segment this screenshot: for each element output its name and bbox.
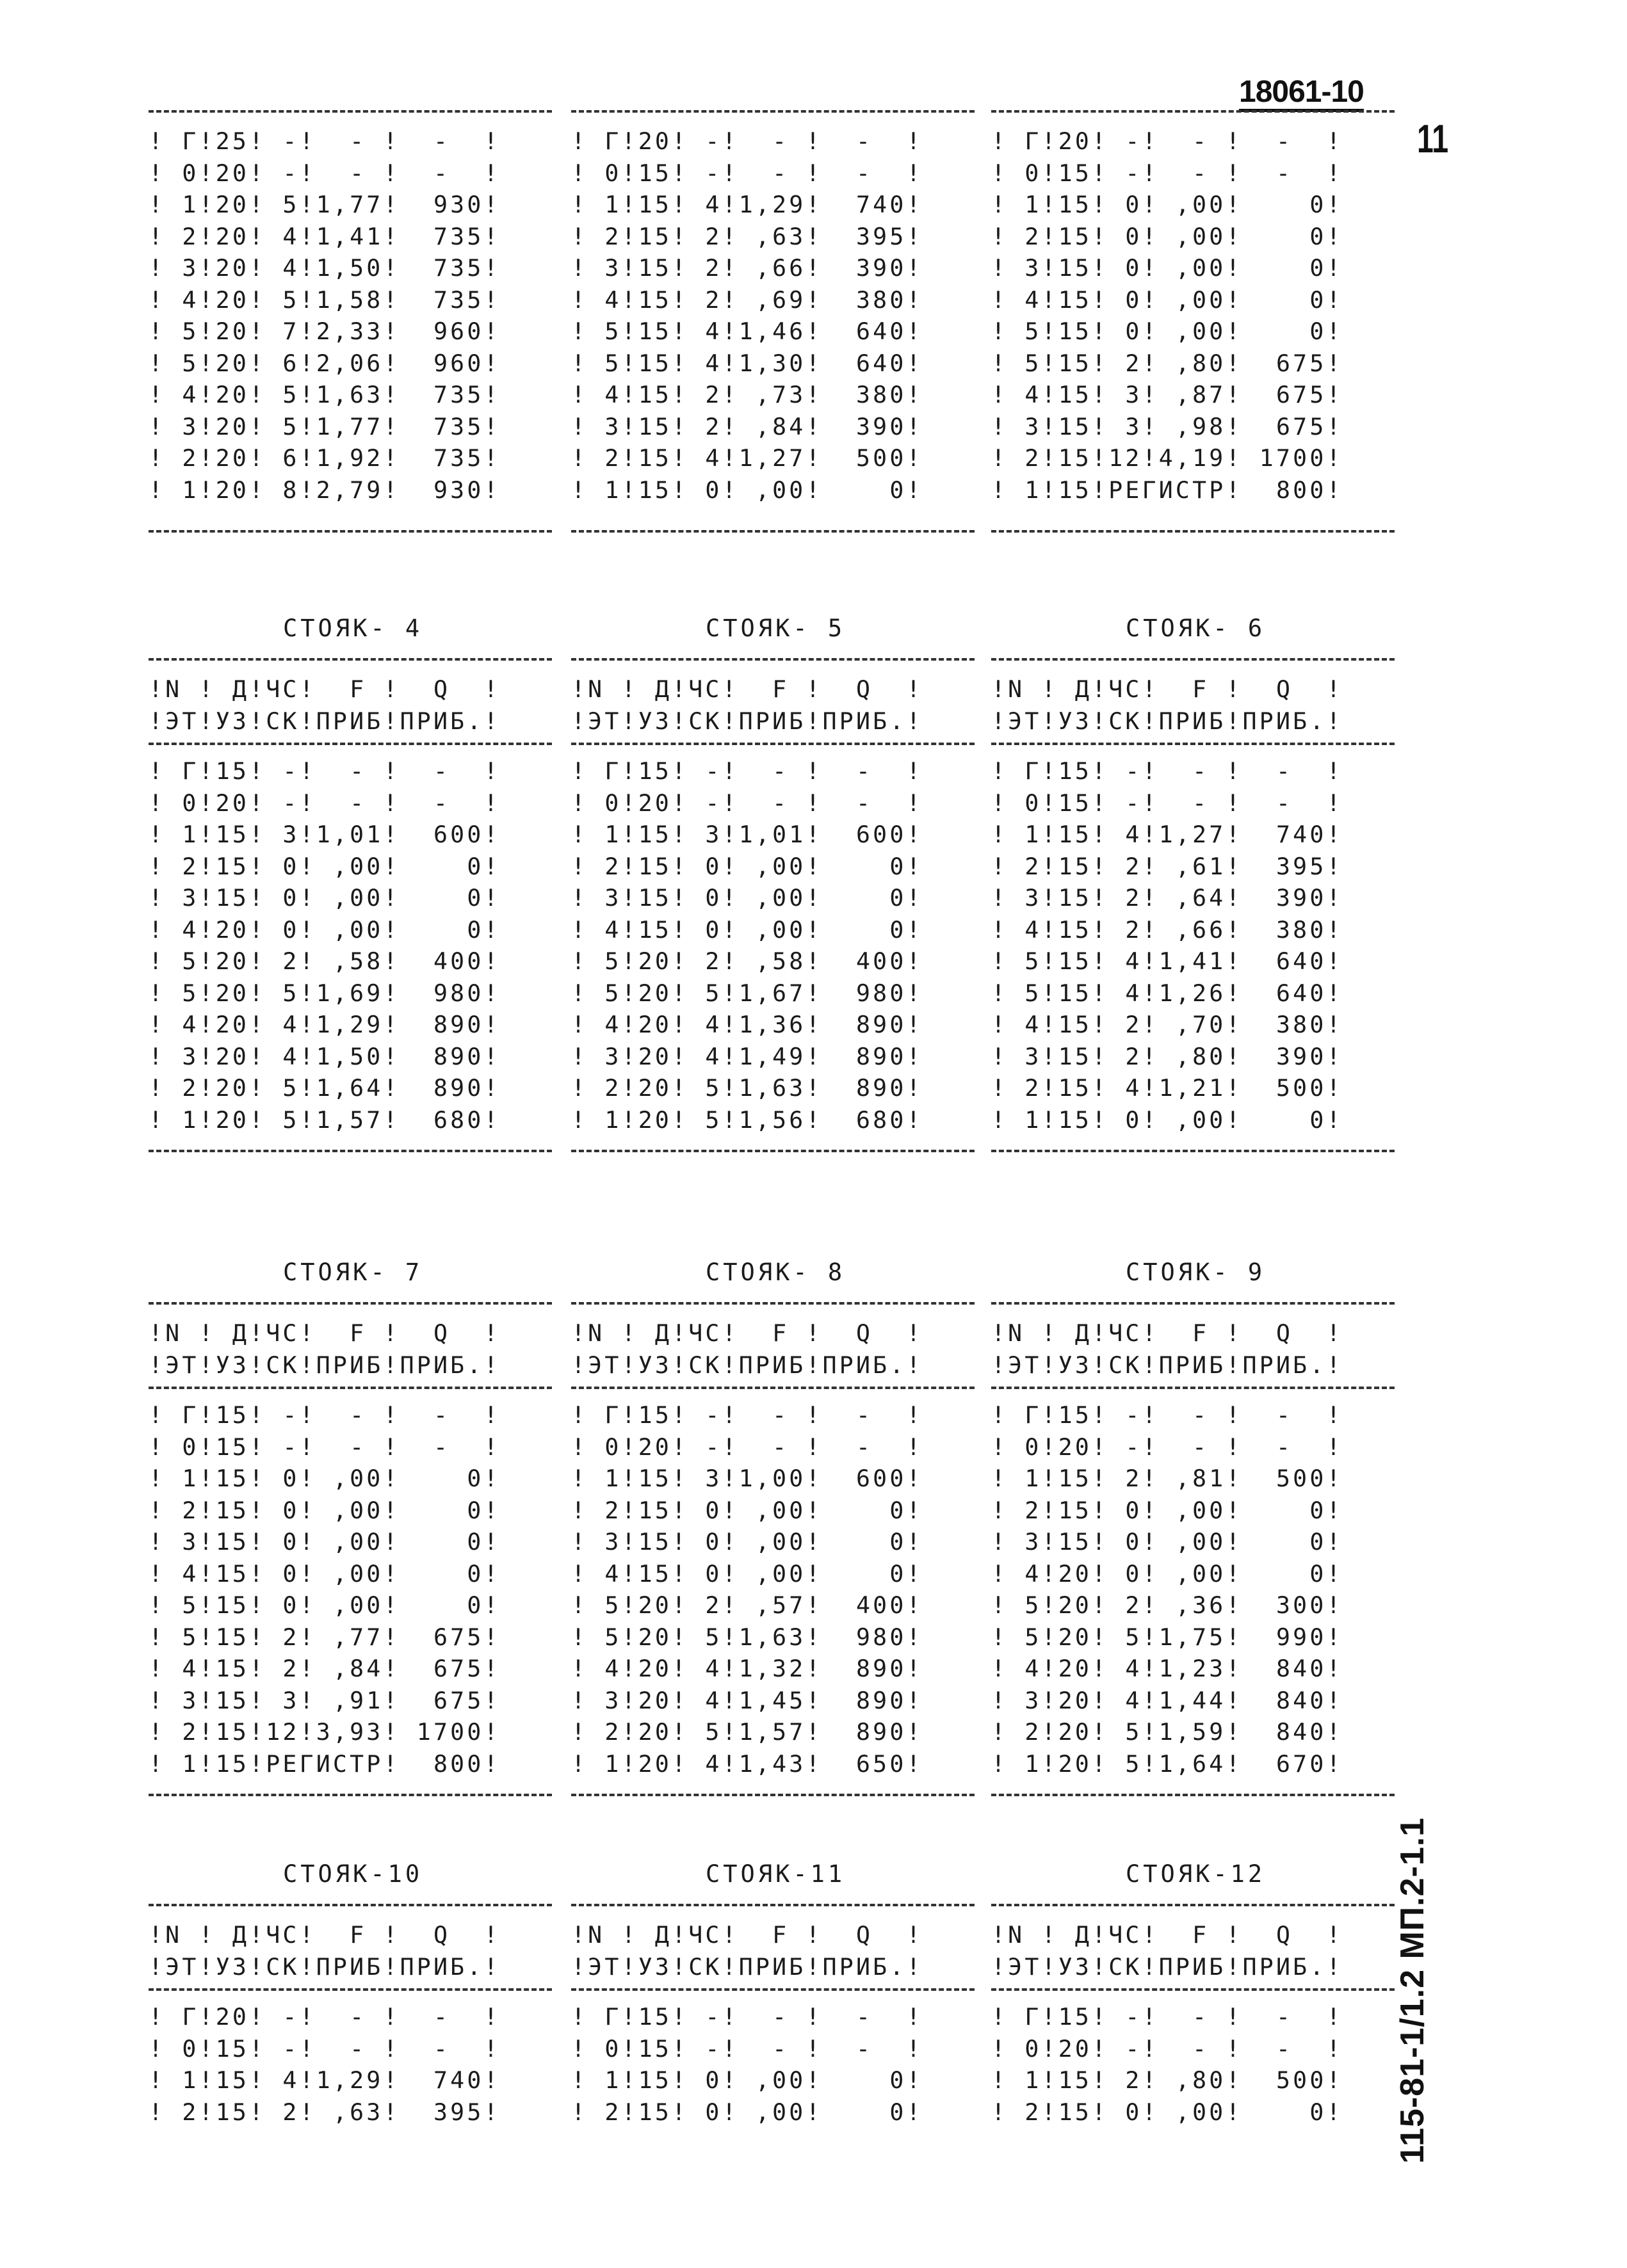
- table-row: ! 2!20! 5!1,57! 890!: [571, 1718, 923, 1746]
- table-row: ! 2!15! 0! ,00! 0!: [149, 1496, 501, 1524]
- table-row: ! 1!15! 0! ,00! 0!: [991, 1106, 1343, 1134]
- table-column-header: [149, 1919, 501, 1982]
- table-row: ! 1!15! 4!1,27! 740!: [991, 821, 1343, 848]
- table-row: ! 5!15! 0! ,00! 0!: [991, 318, 1343, 345]
- table-row: ! 0!20! -! - ! - !: [149, 789, 501, 817]
- table-row: ! Г!20! -! - ! - !: [991, 127, 1343, 155]
- table-row: ! 1!15! 3!1,01! 600!: [149, 821, 501, 848]
- table-header-bottom-rule: [991, 743, 1395, 745]
- table-row: ! 1!20! 5!1,64! 670!: [991, 1749, 1343, 1778]
- table-row: ! 2!15! 0! ,00! 0!: [571, 1496, 923, 1524]
- table-row: !N ! Д!ЧС! F ! Q !: [991, 1921, 1343, 1949]
- table-row: ! 1!15! 4!1,29! 740!: [149, 2066, 501, 2094]
- table-body: [149, 2001, 501, 2128]
- table-row: ! 5!15! 2! ,80! 675!: [991, 349, 1343, 377]
- table-row: !N ! Д!ЧС! F ! Q !: [571, 1319, 923, 1347]
- table-row: !N ! Д!ЧС! F ! Q !: [571, 1921, 923, 1949]
- table-row: !N ! Д!ЧС! F ! Q !: [149, 675, 501, 703]
- table-row: ! 5!20! 5!1,67! 980!: [571, 979, 923, 1007]
- table-header-bottom-rule: [571, 1387, 975, 1389]
- table-row: ! 2!15! 0! ,00! 0!: [571, 852, 923, 880]
- table-row: ! 1!15! 3!1,00! 600!: [571, 1465, 923, 1492]
- table-row: ! 1!15!РЕГИСТР! 800!: [149, 1749, 501, 1778]
- table-row: !ЭТ!УЗ!СК!ПРИБ!ПРИБ.!: [571, 1952, 923, 1981]
- table-row: ! 2!15! 0! ,00! 0!: [571, 2098, 923, 2126]
- table-row: ! 3!20! 5!1,77! 735!: [149, 412, 501, 440]
- table-row: ! 1!15! 2! ,81! 500!: [991, 1465, 1343, 1492]
- table-header-bottom-rule: [149, 1387, 552, 1389]
- table-header-bottom-rule: [149, 743, 552, 745]
- table-row: ! 5!20! 2! ,58! 400!: [571, 947, 923, 975]
- table-title: СТОЯК- 4: [283, 615, 423, 642]
- table-top-rule: [991, 110, 1395, 113]
- table-row: ! 3!15! 3! ,91! 675!: [149, 1686, 501, 1714]
- table-row: ! 5!20! 6!2,06! 960!: [149, 349, 501, 377]
- table-row: ! 4!20! 0! ,00! 0!: [149, 915, 501, 944]
- table-body: [149, 1399, 501, 1780]
- table-title: СТОЯК- 5: [706, 615, 846, 642]
- table-row: !ЭТ!УЗ!СК!ПРИБ!ПРИБ.!: [149, 707, 501, 735]
- table-row: ! 3!15! 0! ,00! 0!: [991, 254, 1343, 282]
- table-bottom-rule: [571, 530, 975, 533]
- table-row: ! 5!20! 5!1,69! 980!: [149, 979, 501, 1007]
- table-row: ! 5!20! 2! ,58! 400!: [149, 947, 501, 975]
- table-row: !N ! Д!ЧС! F ! Q !: [149, 1921, 501, 1949]
- table-row: ! 2!20! 6!1,92! 735!: [149, 444, 501, 472]
- table-row: ! 3!20! 4!1,45! 890!: [571, 1686, 923, 1714]
- table-column-header: [149, 673, 501, 737]
- table-row: ! 4!15! 2! ,66! 380!: [991, 915, 1343, 944]
- table-bottom-rule: [571, 1794, 975, 1796]
- table-row: ! 1!20! 5!1,77! 930!: [149, 191, 501, 218]
- table-row: ! 2!15! 0! ,00! 0!: [991, 222, 1343, 250]
- table-row: ! 5!20! 5!1,75! 990!: [991, 1623, 1343, 1651]
- table-row: ! 2!15! 4!1,21! 500!: [991, 1074, 1343, 1102]
- table-header-top-rule: [991, 1904, 1395, 1906]
- table-row: !ЭТ!УЗ!СК!ПРИБ!ПРИБ.!: [571, 707, 923, 735]
- table-row: ! 2!15! 4!1,27! 500!: [571, 444, 923, 472]
- table-bottom-rule: [149, 530, 552, 533]
- table-column-header: [571, 1317, 923, 1381]
- table-row: ! 5!15! 4!1,46! 640!: [571, 318, 923, 345]
- table-row: ! 2!20! 5!1,63! 890!: [571, 1074, 923, 1102]
- table-row: ! 2!15! 2! ,61! 395!: [991, 852, 1343, 880]
- table-row: ! 3!15! 3! ,98! 675!: [991, 412, 1343, 440]
- table-header-top-rule: [149, 1302, 552, 1305]
- table-column-header: [991, 1317, 1343, 1381]
- table-row: ! 3!15! 2! ,64! 390!: [991, 884, 1343, 912]
- table-title: СТОЯК- 8: [706, 1259, 846, 1286]
- table-row: ! Г!25! -! - ! - !: [149, 127, 501, 155]
- table-row: ! 5!20! 5!1,63! 980!: [571, 1623, 923, 1651]
- table-row: ! Г!20! -! - ! - !: [149, 2003, 501, 2031]
- table-row: ! 1!15! 3!1,01! 600!: [571, 821, 923, 848]
- table-row: ! 1!15! 0! ,00! 0!: [149, 1465, 501, 1492]
- table-row: ! 5!15! 4!1,26! 640!: [991, 979, 1343, 1007]
- table-bottom-rule: [991, 1794, 1395, 1796]
- table-row: !N ! Д!ЧС! F ! Q !: [991, 675, 1343, 703]
- table-header-top-rule: [149, 658, 552, 661]
- table-row: ! 3!15! 2! ,84! 390!: [571, 412, 923, 440]
- table-body: [571, 755, 923, 1136]
- table-row: ! Г!20! -! - ! - !: [571, 127, 923, 155]
- table-row: ! 1!15!РЕГИСТР! 800!: [991, 476, 1343, 504]
- table-row: ! 5!15! 0! ,00! 0!: [149, 1591, 501, 1619]
- table-row: ! 0!15! -! - ! - !: [149, 2034, 501, 2063]
- table-header-bottom-rule: [571, 1988, 975, 1991]
- table-row: ! Г!15! -! - ! - !: [149, 1401, 501, 1429]
- table-body: [991, 125, 1343, 506]
- table-row: ! Г!15! -! - ! - !: [571, 757, 923, 785]
- table-row: ! Г!15! -! - ! - !: [571, 2003, 923, 2031]
- table-header-bottom-rule: [571, 743, 975, 745]
- table-row: ! 1!15! 0! ,00! 0!: [571, 476, 923, 504]
- table-bottom-rule: [991, 530, 1395, 533]
- table-row: ! 3!20! 4!1,50! 735!: [149, 254, 501, 282]
- table-row: !ЭТ!УЗ!СК!ПРИБ!ПРИБ.!: [149, 1351, 501, 1379]
- table-row: !N ! Д!ЧС! F ! Q !: [991, 1319, 1343, 1347]
- table-row: ! 4!20! 4!1,23! 840!: [991, 1655, 1343, 1682]
- table-row: ! Г!15! -! - ! - !: [991, 1401, 1343, 1429]
- table-row: !ЭТ!УЗ!СК!ПРИБ!ПРИБ.!: [149, 1952, 501, 1981]
- table-row: ! 1!15! 0! ,00! 0!: [991, 191, 1343, 218]
- table-row: ! 4!15! 0! ,00! 0!: [571, 915, 923, 944]
- table-title: СТОЯК- 9: [1126, 1259, 1266, 1286]
- table-row: ! 0!20! -! - ! - !: [571, 1433, 923, 1461]
- table-row: !ЭТ!УЗ!СК!ПРИБ!ПРИБ.!: [991, 707, 1343, 735]
- table-body: [991, 2001, 1343, 2128]
- table-row: ! 2!15!12!4,19! 1700!: [991, 444, 1343, 472]
- document-number: 18061-10: [1239, 76, 1364, 112]
- table-header-top-rule: [149, 1904, 552, 1906]
- table-title: СТОЯК- 6: [1126, 615, 1266, 642]
- table-row: ! 2!20! 5!1,64! 890!: [149, 1074, 501, 1102]
- table-row: ! 0!20! -! - ! - !: [571, 789, 923, 817]
- table-row: ! Г!15! -! - ! - !: [991, 757, 1343, 785]
- table-row: ! 2!15! 0! ,00! 0!: [149, 852, 501, 880]
- table-body: [991, 1399, 1343, 1780]
- table-column-header: [149, 1317, 501, 1381]
- table-bottom-rule: [571, 1150, 975, 1152]
- table-column-header: [991, 1919, 1343, 1982]
- table-row: ! 4!15! 0! ,00! 0!: [571, 1559, 923, 1588]
- table-row: ! 0!20! -! - ! - !: [991, 2034, 1343, 2063]
- table-row: !ЭТ!УЗ!СК!ПРИБ!ПРИБ.!: [571, 1351, 923, 1379]
- table-row: ! 0!15! -! - ! - !: [571, 2034, 923, 2063]
- table-row: ! 1!20! 4!1,43! 650!: [571, 1749, 923, 1778]
- table-row: ! 0!20! -! - ! - !: [991, 1433, 1343, 1461]
- table-row: ! 3!15! 2! ,66! 390!: [571, 254, 923, 282]
- table-row: ! 3!15! 0! ,00! 0!: [149, 884, 501, 912]
- table-body: [571, 2001, 923, 2128]
- table-row: ! 3!15! 2! ,80! 390!: [991, 1042, 1343, 1070]
- table-body: [149, 125, 501, 506]
- table-row: ! 3!20! 4!1,50! 890!: [149, 1042, 501, 1070]
- table-row: ! 4!15! 2! ,70! 380!: [991, 1011, 1343, 1038]
- table-row: ! 0!15! -! - ! - !: [991, 789, 1343, 817]
- table-row: ! 5!15! 2! ,77! 675!: [149, 1623, 501, 1651]
- table-body: [991, 755, 1343, 1136]
- table-row: ! 4!15! 2! ,69! 380!: [571, 286, 923, 314]
- table-column-header: [571, 1919, 923, 1982]
- table-row: !N ! Д!ЧС! F ! Q !: [571, 675, 923, 703]
- table-header-bottom-rule: [991, 1387, 1395, 1389]
- table-row: ! 1!15! 0! ,00! 0!: [571, 2066, 923, 2094]
- table-row: ! Г!15! -! - ! - !: [149, 757, 501, 785]
- table-row: ! 2!15! 0! ,00! 0!: [991, 2098, 1343, 2126]
- table-row: ! 3!15! 0! ,00! 0!: [149, 1528, 501, 1556]
- table-column-header: [991, 673, 1343, 737]
- table-row: !ЭТ!УЗ!СК!ПРИБ!ПРИБ.!: [991, 1351, 1343, 1379]
- table-row: ! 3!15! 0! ,00! 0!: [571, 1528, 923, 1556]
- table-row: ! 2!15!12!3,93! 1700!: [149, 1718, 501, 1746]
- table-row: !N ! Д!ЧС! F ! Q !: [149, 1319, 501, 1347]
- table-bottom-rule: [149, 1794, 552, 1796]
- table-row: ! 4!15! 2! ,84! 675!: [149, 1655, 501, 1682]
- table-row: ! 3!20! 4!1,49! 890!: [571, 1042, 923, 1070]
- table-body: [571, 125, 923, 506]
- table-body: [571, 1399, 923, 1780]
- table-title: СТОЯК-11: [706, 1860, 846, 1888]
- table-row: ! 2!20! 4!1,41! 735!: [149, 222, 501, 250]
- table-row: ! 5!20! 7!2,33! 960!: [149, 318, 501, 345]
- table-title: СТОЯК-12: [1126, 1860, 1266, 1888]
- table-row: ! 2!20! 5!1,59! 840!: [991, 1718, 1343, 1746]
- table-row: ! 5!15! 4!1,30! 640!: [571, 349, 923, 377]
- table-row: ! Г!15! -! - ! - !: [991, 2003, 1343, 2031]
- table-row: ! 4!15! 3! ,87! 675!: [991, 381, 1343, 408]
- table-row: ! 1!15! 4!1,29! 740!: [571, 191, 923, 218]
- table-row: ! 1!20! 5!1,56! 680!: [571, 1106, 923, 1134]
- table-row: ! 0!20! -! - ! - !: [149, 159, 501, 187]
- table-row: ! 1!20! 8!2,79! 930!: [149, 476, 501, 504]
- table-header-top-rule: [571, 658, 975, 661]
- table-row: ! 4!20! 4!1,36! 890!: [571, 1011, 923, 1038]
- table-row: ! 5!15! 4!1,41! 640!: [991, 947, 1343, 975]
- table-header-bottom-rule: [991, 1988, 1395, 1991]
- page-number: 11: [1417, 117, 1449, 161]
- table-title: СТОЯК-10: [283, 1860, 423, 1888]
- table-bottom-rule: [149, 1150, 552, 1152]
- table-row: ! 0!15! -! - ! - !: [991, 159, 1343, 187]
- table-header-top-rule: [571, 1302, 975, 1305]
- table-row: ! 5!20! 2! ,36! 300!: [991, 1591, 1343, 1619]
- table-row: ! 2!15! 0! ,00! 0!: [991, 1496, 1343, 1524]
- side-stamp-label: 115-81-1/1.2 МП.2-1.1: [1394, 1817, 1431, 2164]
- table-row: ! 2!15! 2! ,63! 395!: [149, 2098, 501, 2126]
- table-row: ! 3!15! 0! ,00! 0!: [571, 884, 923, 912]
- table-title: СТОЯК- 7: [283, 1259, 423, 1286]
- table-row: ! 4!15! 0! ,00! 0!: [991, 286, 1343, 314]
- table-bottom-rule: [991, 1150, 1395, 1152]
- table-row: ! 2!15! 2! ,63! 395!: [571, 222, 923, 250]
- table-body: [149, 755, 501, 1136]
- table-row: ! 4!20! 4!1,29! 890!: [149, 1011, 501, 1038]
- table-header-top-rule: [991, 1302, 1395, 1305]
- table-row: ! Г!15! -! - ! - !: [571, 1401, 923, 1429]
- table-row: ! 4!20! 5!1,58! 735!: [149, 286, 501, 314]
- table-row: ! 4!15! 0! ,00! 0!: [149, 1559, 501, 1588]
- table-row: !ЭТ!УЗ!СК!ПРИБ!ПРИБ.!: [991, 1952, 1343, 1981]
- table-row: ! 0!15! -! - ! - !: [149, 1433, 501, 1461]
- table-row: ! 4!15! 2! ,73! 380!: [571, 381, 923, 408]
- table-header-top-rule: [571, 1904, 975, 1906]
- table-column-header: [571, 673, 923, 737]
- table-row: ! 4!20! 0! ,00! 0!: [991, 1559, 1343, 1588]
- table-row: ! 0!15! -! - ! - !: [571, 159, 923, 187]
- table-row: ! 3!20! 4!1,44! 840!: [991, 1686, 1343, 1714]
- table-row: ! 1!20! 5!1,57! 680!: [149, 1106, 501, 1134]
- table-top-rule: [149, 110, 552, 113]
- table-header-bottom-rule: [149, 1988, 552, 1991]
- table-row: ! 5!20! 2! ,57! 400!: [571, 1591, 923, 1619]
- table-top-rule: [571, 110, 975, 113]
- table-row: ! 4!20! 5!1,63! 735!: [149, 381, 501, 408]
- table-row: ! 3!15! 0! ,00! 0!: [991, 1528, 1343, 1556]
- table-row: ! 4!20! 4!1,32! 890!: [571, 1655, 923, 1682]
- table-row: ! 1!15! 2! ,80! 500!: [991, 2066, 1343, 2094]
- table-header-top-rule: [991, 658, 1395, 661]
